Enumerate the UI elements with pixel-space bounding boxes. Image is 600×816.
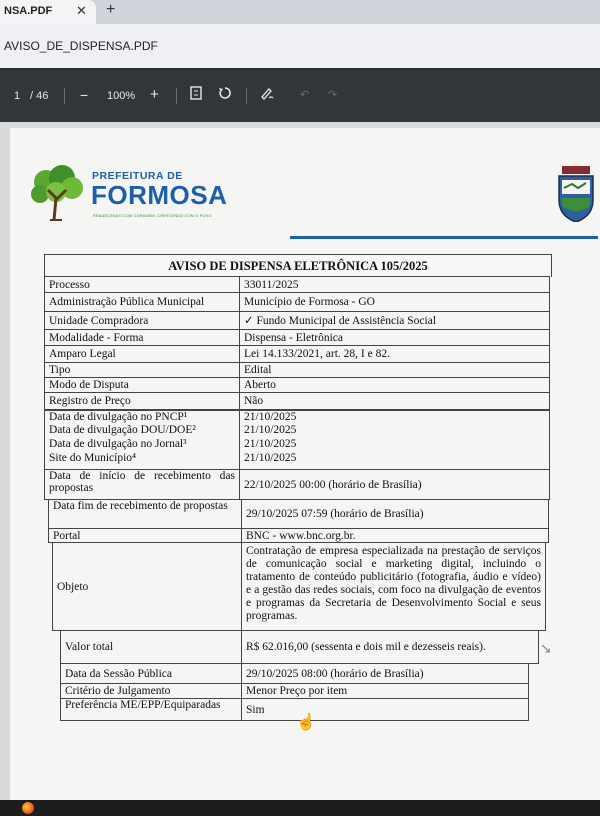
row-label: Data de divulgação no Jornal³ — [44, 438, 240, 452]
row-label: Processo — [44, 276, 240, 293]
row-label: Amparo Legal — [44, 346, 240, 363]
table-row — [44, 452, 550, 470]
row-label: Modo de Disputa — [44, 378, 240, 393]
row-label: Registro de Preço — [44, 393, 240, 410]
row-label: Site do Município⁴ — [44, 452, 240, 470]
tab-title: NSA.PDF — [4, 5, 53, 17]
row-value: 33011/2025 — [240, 276, 550, 293]
toolbar-divider — [176, 88, 177, 104]
row-value: R$ 62.016,00 (sessenta e dois mil e dezesseis reais). — [242, 631, 539, 664]
pen-mark-icon: ↘ — [540, 640, 552, 656]
row-label: Data fim de recebimento de propostas — [48, 500, 242, 529]
row-label: Data de divulgação DOU/DOE² — [44, 424, 240, 438]
row-value: 21/10/2025 — [240, 424, 550, 438]
row-value: Contratação de empresa especializada na prestação de serviços de comunicação social e marketing digital, incluindo o tratamento de conteúdo publicitário (fotografia, áudio e vídeo) e a gestão das redes sociais, com foco na divulgação de eventos e programas da Secretaria de Desenvolvimento Social e seus programas. — [242, 543, 546, 631]
row-label: Portal — [48, 529, 242, 543]
row-value: Sim — [242, 699, 529, 721]
table-row — [52, 543, 546, 631]
row-value: Município de Formosa - GO — [240, 293, 550, 312]
mouse-cursor-icon: ☝ — [296, 714, 316, 731]
portal-link[interactable]: BNC - www.bnc.org.br. — [242, 529, 549, 543]
zoom-level[interactable]: 100% — [107, 90, 136, 102]
redo-icon: ↷ — [328, 89, 338, 101]
logo-formosa-text: FORMOSA — [91, 180, 228, 210]
row-label: Valor total — [60, 631, 242, 664]
table-row — [44, 424, 550, 438]
document-title: AVISO DE DISPENSA ELETRÔNICA 105/2025 — [44, 254, 552, 277]
row-value: 21/10/2025 — [240, 438, 550, 452]
row-label: Preferência ME/EPP/Equiparadas — [60, 699, 242, 721]
table-row — [44, 312, 550, 330]
row-value: Edital — [240, 363, 550, 378]
new-tab-icon[interactable]: + — [106, 1, 116, 18]
row-label: Objeto — [52, 543, 242, 631]
row-label: Modalidade - Forma — [44, 330, 240, 346]
table-row — [60, 631, 539, 664]
table-row — [60, 684, 529, 699]
municipal-crest-icon — [556, 166, 596, 222]
row-value: Não — [240, 393, 550, 410]
table-row — [44, 276, 550, 293]
row-value: 21/10/2025 — [240, 452, 550, 470]
annotate-pen-icon[interactable] — [260, 86, 274, 103]
table-row — [48, 529, 549, 543]
toolbar-divider — [64, 88, 65, 104]
row-label: Unidade Compradora — [44, 312, 240, 330]
undo-icon: ↶ — [300, 89, 310, 101]
row-label: Data de divulgação no PNCP¹ — [44, 410, 240, 424]
tree-logo-icon — [28, 164, 88, 222]
address-text: AVISO_DE_DISPENSA.PDF — [4, 39, 158, 53]
zoom-in-icon[interactable]: + — [150, 86, 159, 103]
row-label: Data da Sessão Pública — [60, 664, 242, 684]
table-row — [44, 438, 550, 452]
row-value: 22/10/2025 00:00 (horário de Brasília) — [240, 470, 550, 500]
row-value: 29/10/2025 08:00 (horário de Brasília) — [242, 664, 529, 684]
table-row — [48, 500, 549, 529]
close-tab-icon[interactable]: ✕ — [76, 3, 87, 18]
browser-tab-strip — [0, 0, 600, 24]
table-row — [44, 293, 550, 312]
table-row — [44, 330, 550, 346]
table-row — [44, 378, 550, 393]
rotate-icon[interactable] — [218, 86, 232, 103]
logo-prefeitura-text: PREFEITURA DE — [92, 170, 183, 182]
table-row — [44, 346, 550, 363]
row-label: Data de início de recebimento das propostas — [44, 470, 240, 500]
table-row — [60, 664, 529, 684]
taskbar — [0, 800, 600, 816]
table-row — [44, 393, 550, 410]
row-value: Dispensa - Eletrônica — [240, 330, 550, 346]
table-row — [44, 410, 550, 424]
zoom-out-icon[interactable]: − — [80, 87, 89, 103]
table-row — [44, 470, 550, 500]
fit-page-icon[interactable] — [190, 86, 202, 103]
row-value: Aberto — [240, 378, 550, 393]
address-bar[interactable] — [0, 24, 600, 68]
logo-tagline: RENASCENDO COM CORAGEM, CRESCENDO COM O POVO — [93, 214, 212, 218]
page-number-input[interactable]: 1 — [14, 90, 21, 102]
header-rule — [290, 236, 598, 239]
pdf-toolbar — [0, 70, 600, 122]
row-label: Administração Pública Municipal — [44, 293, 240, 312]
row-value: 29/10/2025 07:59 (horário de Brasília) — [242, 500, 549, 529]
row-value: ✓ Fundo Municipal de Assistência Social — [240, 312, 550, 330]
toolbar-divider — [246, 88, 247, 104]
table-row — [60, 699, 529, 721]
row-label: Critério de Julgamento — [60, 684, 242, 699]
firefox-icon[interactable] — [22, 802, 34, 814]
table-row — [44, 363, 550, 378]
page-count: / 46 — [30, 90, 49, 102]
row-value: Menor Preço por item — [242, 684, 529, 699]
row-value: 21/10/2025 — [240, 410, 550, 424]
browser-tab[interactable] — [0, 0, 96, 24]
row-label: Tipo — [44, 363, 240, 378]
row-value: Lei 14.133/2021, art. 28, I e 82. — [240, 346, 550, 363]
